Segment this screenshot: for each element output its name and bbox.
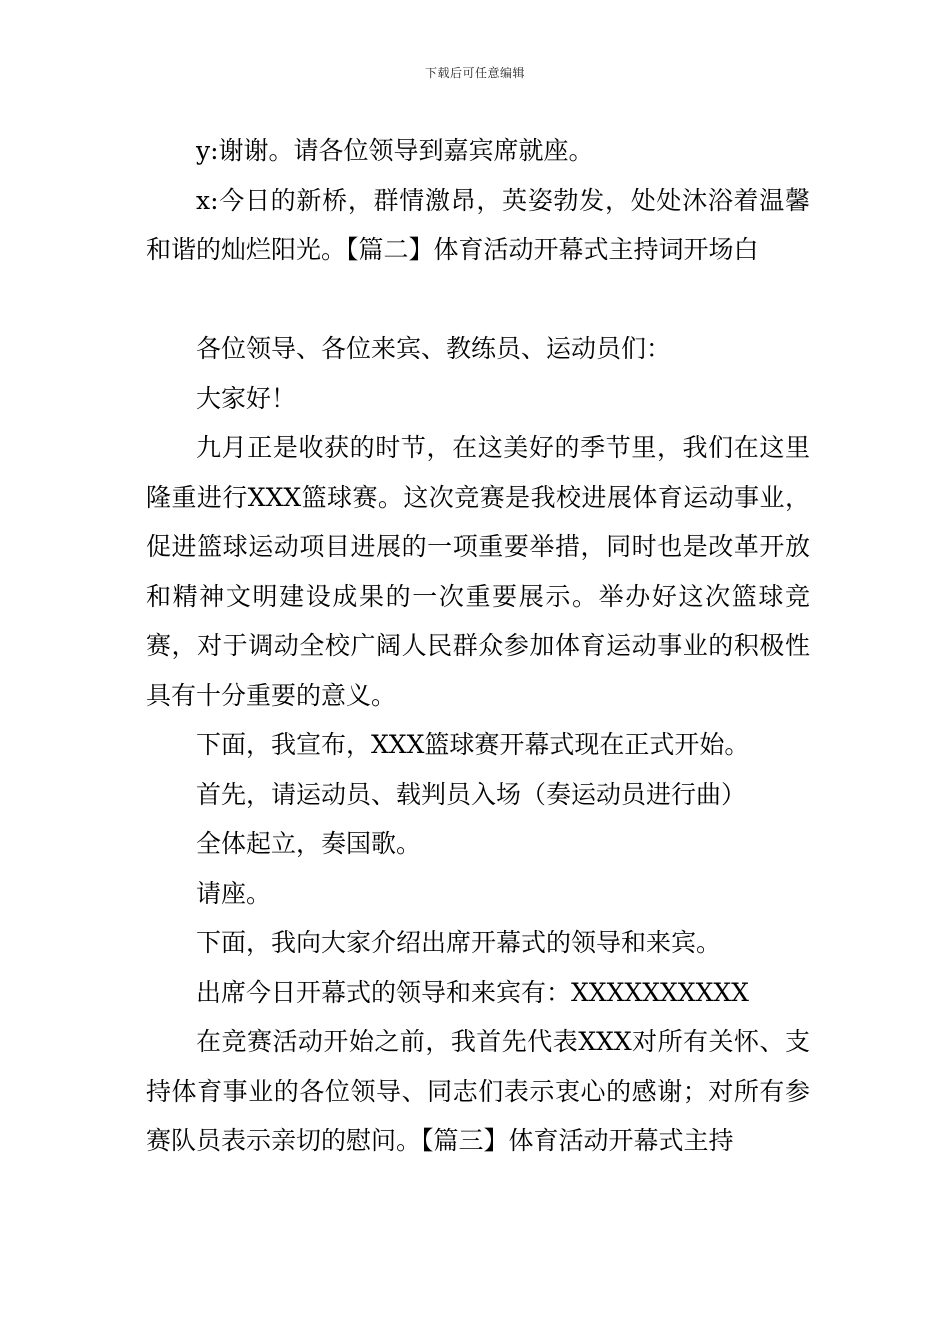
paragraph: 下面，我宣布，XXX篮球赛开幕式现在正式开始。 [196,730,750,759]
document-body [146,126,810,1166]
paragraph: 请座。 [196,878,272,908]
paragraph: 下面，我向大家介绍出席开幕式的领导和来宾。 [196,928,722,957]
paragraph: 首先，请运动员、载判员入场（奏运动员进行曲） [196,779,747,809]
paragraph: x:今日的新桥，群情激昂，英姿勃发，处处沐浴着温馨和谐的灿烂阳光。【篇二】体育活动开幕式主持词开场白 [146,185,810,264]
paragraph: 各位领导、各位来宾、教练员、运动员们： [196,334,672,363]
paragraph: 全体起立，奏国歌。 [196,829,422,858]
paragraph: 大家好！ [196,383,297,413]
page-header: 下载后可任意编辑 [424,66,525,80]
paragraph: y:谢谢。请各位领导到嘉宾席就座。 [196,136,594,165]
paragraph: 在竞赛活动开始之前，我首先代表XXX对所有关怀、支持体育事业的各位领导、同志们表示衷心的感谢；对所有参赛队员表示亲切的慰问。【篇三】体育活动开幕式主持 [146,1027,810,1155]
paragraph: 九月正是收获的时节，在这美好的季节里，我们在这里隆重进行XXX篮球赛。这次竞赛是我校进展体育运动事业，促进篮球运动项目进展的一项重要举措，同时也是改革开放和精神文明建设成果的一次重要展示。举办好这次篮球竞赛，对于调动全校广阔人民群众参加体育运动事业的积极性具有十分重要的意义。 [146,433,810,710]
paragraph: 出席今日开幕式的领导和来宾有：XXXXXXXXXX [196,977,749,1007]
